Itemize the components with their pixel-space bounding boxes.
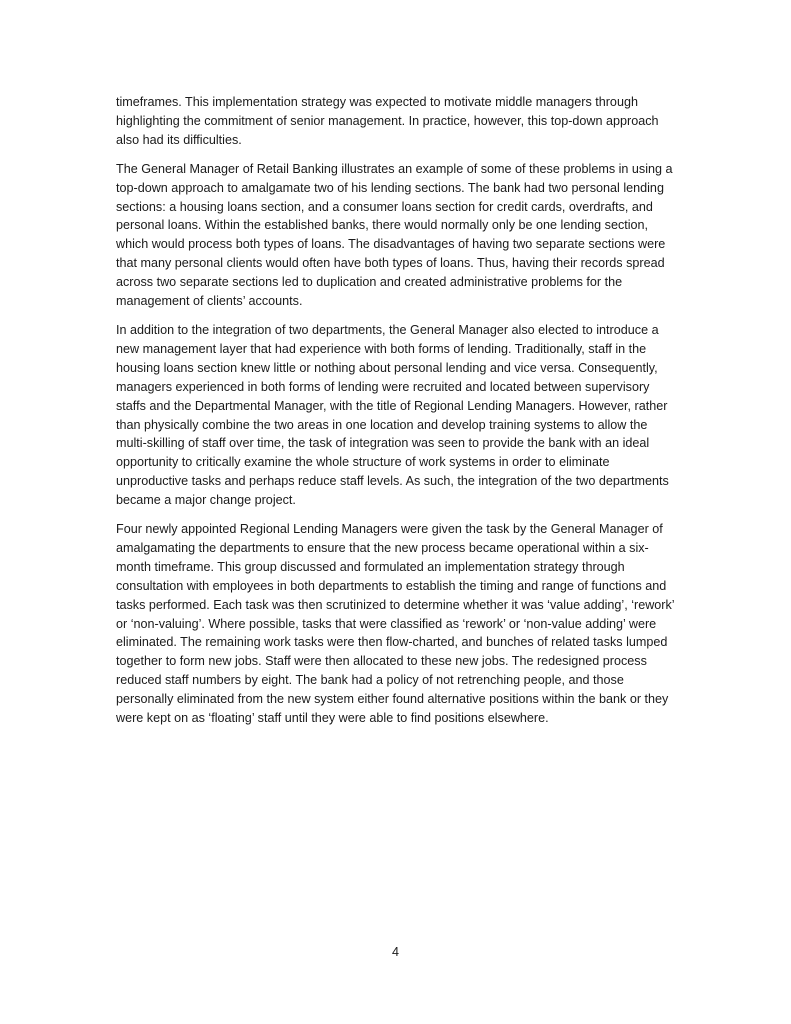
paragraph-2: The General Manager of Retail Banking illustrates an example of some of these problems in using a top-down approach to amalgamate two of his lending sections. The bank had two personal lending sections: a housing loans section, and a consumer loans section for credit cards, overdrafts, and personal loans. Within the established banks, there would normally only be one lending section, which would process both types of loans. The disadvantages of having two separate sections were that many personal clients would often have both types of loans. Thus, having their records spread across two separate sections led to duplication and created administrative problems for the management of clients’ accounts. — [116, 161, 673, 309]
paragraph-3: In addition to the integration of two departments, the General Manager also elected to introduce a new management layer that had experience with both forms of lending. Traditionally, staff in the housing loans section knew little or nothing about personal lending and vice versa. Consequently, managers experienced in both forms of lending were recruited and located between supervisory staffs and the Departmental Manager, with the title of Regional Lending Managers. However, rather than physically combine the two areas in one location and develop training systems to allow the multi-skilling of staff over time, the task of integration was seen to provide the bank with an ideal opportunity to critically examine the whole structure of work systems in order to eliminate unproductive tasks and perhaps reduce staff levels. As such, the integration of the two departments became a major change project. — [116, 322, 669, 508]
page-number: 4 — [391, 945, 399, 959]
paragraph-1: timeframes. This implementation strategy was expected to motivate middle managers through highlighting the commitment of senior management. In practice, however, this top-down approach also had its difficulties. — [116, 95, 659, 147]
body-text — [116, 93, 678, 738]
paragraph-4: Four newly appointed Regional Lending Managers were given the task by the General Manager of amalgamating the departments to ensure that the new process became operational within a six-month timeframe. This group discussed and formulated an implementation strategy through consultation with employees in both departments to establish the timing and range of functions and tasks performed. Each task was then scrutinized to determine whether it was ‘value adding’, ‘rework’ or ‘non-valuing’. Where possible, tasks that were classified as ‘rework’ or ‘non-value adding’ were eliminated. The remaining work tasks were then flow-charted, and bunches of related tasks lumped together to form new jobs. Staff were then allocated to these new jobs. The redesigned process reduced staff numbers by eight. The bank had a policy of not retrenching people, and those personally eliminated from the new system either found alternative positions within the bank or they were kept on as ‘floating’ staff until they were able to find positions elsewhere. — [116, 522, 675, 726]
